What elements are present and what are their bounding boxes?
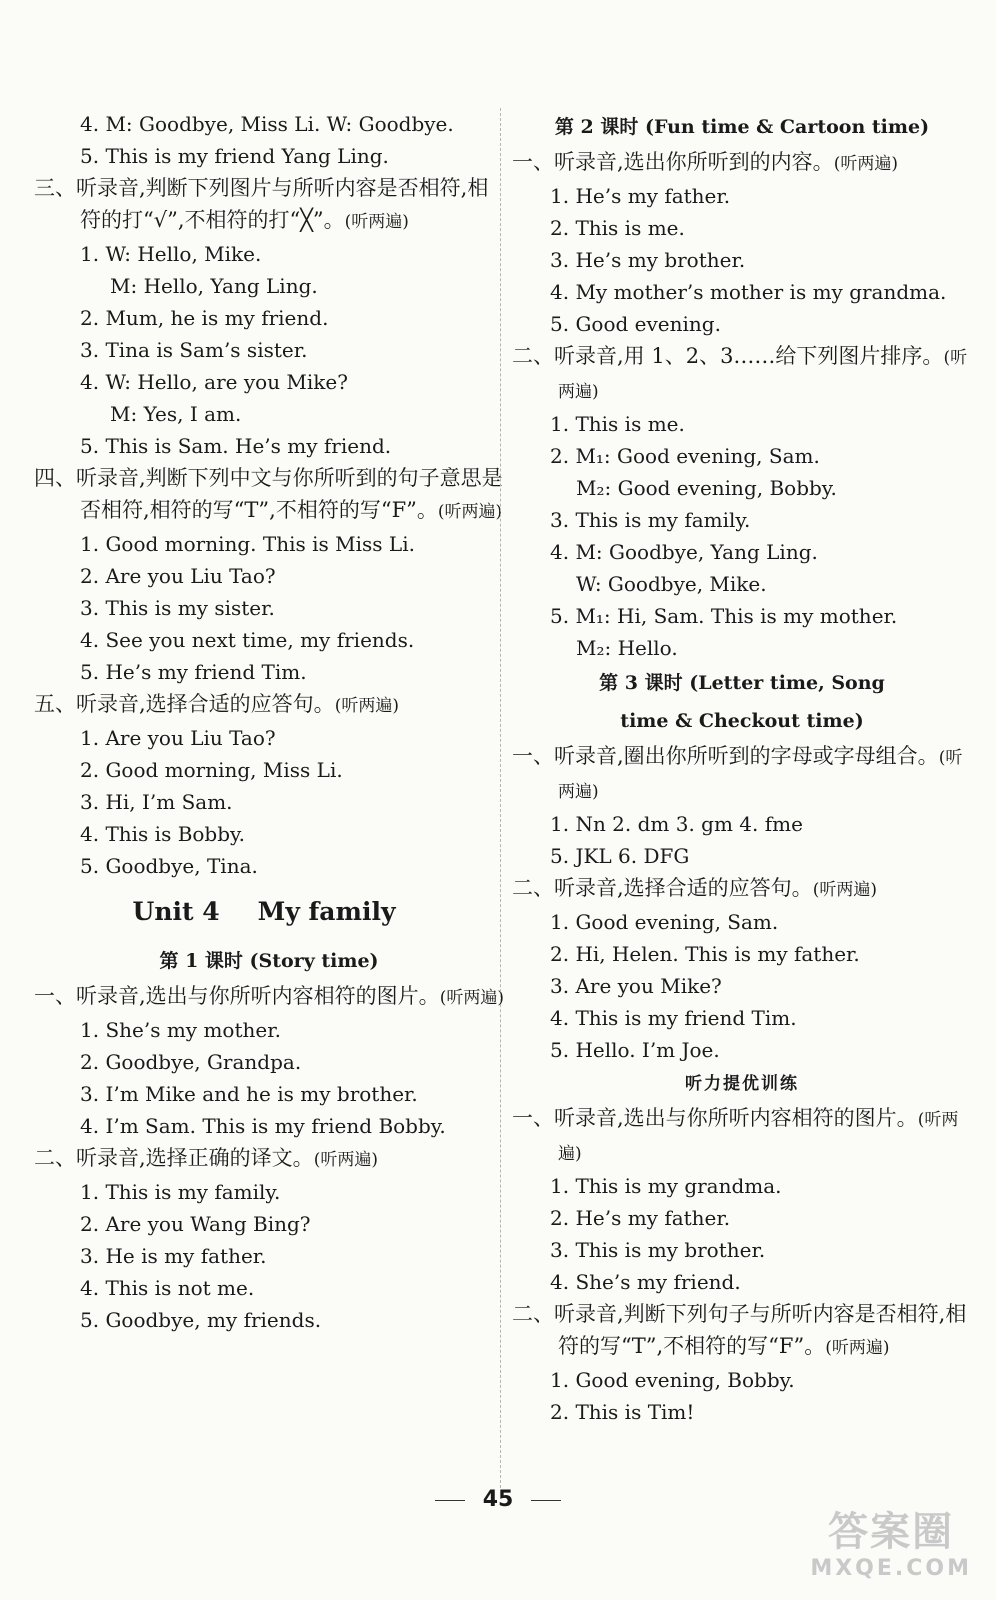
section-text: 四、听录音,判断下列中文与你所听到的句子意思是否相符,相符的写“T”,不相符的写“F”。: [34, 466, 503, 522]
section-heading: [512, 340, 972, 408]
list-item: 2. Goodbye, Grandpa.: [80, 1050, 302, 1074]
section-note: (听两遍): [812, 880, 877, 900]
section-note: (听两遍): [344, 212, 409, 232]
section-text: 三、听录音,判断下列图片与所听内容是否相符,相符的打“√”,不相符的打“╳”。: [34, 176, 489, 232]
lesson-heading: 第 3 课时 (Letter time, Song: [599, 672, 885, 694]
section-note: (听两遍): [334, 696, 399, 716]
list-item: 5. JKL 6. DFG: [550, 844, 690, 868]
list-item: 2. He’s my father.: [550, 1206, 731, 1230]
section-note: (听两遍): [437, 502, 503, 522]
list-item: 5. Goodbye, my friends.: [80, 1308, 322, 1332]
section-heading: [34, 1142, 504, 1176]
list-item-continuation: M₂: Good evening, Bobby.: [576, 476, 837, 500]
list-item-continuation: M: Hello, Yang Ling.: [110, 274, 318, 298]
list-item: 2. This is me.: [550, 216, 685, 240]
column-divider: [500, 108, 502, 1488]
list-item: 5. Good evening.: [550, 312, 721, 336]
section-instruction: [512, 740, 972, 808]
list-item: 1. This is me.: [550, 412, 685, 436]
list-item: 3. Hi, I’m Sam.: [80, 790, 233, 814]
section-text: 二、听录音,用 1、2、3……给下列图片排序。: [512, 344, 944, 368]
section-text: 一、听录音,选出与你所听内容相符的图片。: [34, 984, 440, 1008]
list-item: 1. Good evening, Sam.: [550, 910, 779, 934]
section-instruction: [512, 340, 972, 408]
list-item: 2. M₁: Good evening, Sam.: [550, 444, 820, 468]
section-heading: [34, 462, 504, 528]
watermark-small: MXQE.COM: [810, 1556, 972, 1581]
page-number-text: 45: [482, 1487, 514, 1512]
list-item: 1. She’s my mother.: [80, 1018, 281, 1042]
left-column: [34, 108, 504, 1336]
list-item: 2. This is Tim!: [550, 1400, 695, 1424]
section-instruction: [512, 1298, 972, 1364]
section-heading: [512, 872, 972, 906]
unit-title: [34, 882, 504, 942]
section-heading: [512, 1298, 972, 1364]
right-column: [512, 108, 972, 1428]
section-instruction: [34, 980, 504, 1014]
list-item: 4. She’s my friend.: [550, 1270, 741, 1294]
list-item: 4. See you next time, my friends.: [80, 628, 415, 652]
section-note: (听两遍): [558, 348, 968, 402]
list-item-continuation: W: Goodbye, Mike.: [576, 572, 767, 596]
list-item: 4. This is my friend Tim.: [550, 1006, 797, 1030]
list-item: 4. This is Bobby.: [80, 822, 246, 846]
list-item: 4. I’m Sam. This is my friend Bobby.: [80, 1114, 446, 1138]
list-item-continuation: M₂: Hello.: [576, 636, 678, 660]
list-item: 5. This is my friend Yang Ling.: [80, 144, 389, 168]
section-note: (听两遍): [439, 988, 504, 1008]
watermark-big: 答案圈: [828, 1509, 955, 1555]
list-item: 1. He’s my father.: [550, 184, 731, 208]
section-note: (听两遍): [825, 1338, 890, 1358]
section-instruction: [34, 462, 504, 528]
list-item: 2. Are you Wang Bing?: [80, 1212, 311, 1236]
list-item: 2. Hi, Helen. This is my father.: [550, 942, 860, 966]
list-item: 3. I’m Mike and he is my brother.: [80, 1082, 418, 1106]
list-item: 1. Good evening, Bobby.: [550, 1368, 795, 1392]
unit-name: My family: [257, 897, 396, 926]
list-item: 3. He is my father.: [80, 1244, 267, 1268]
section-instruction: [34, 1142, 504, 1176]
list-item: 3. Tina is Sam’s sister.: [80, 338, 308, 362]
lesson-heading: 第 1 课时 (Story time): [159, 950, 379, 972]
section-text: 一、听录音,选出你所听到的内容。: [512, 150, 834, 174]
list-item: 5. This is Sam. He’s my friend.: [80, 434, 392, 458]
list-item: 1. Good morning. This is Miss Li.: [80, 532, 415, 556]
section-text: 一、听录音,选出与你所听内容相符的图片。: [512, 1106, 918, 1130]
list-item-continuation: M: Yes, I am.: [110, 402, 242, 426]
list-item: 3. This is my sister.: [80, 596, 275, 620]
watermark-logo: [810, 1508, 972, 1582]
list-item: 5. He’s my friend Tim.: [80, 660, 307, 684]
list-item: 4. M: Goodbye, Yang Ling.: [550, 540, 818, 564]
lesson-heading: 第 2 课时 (Fun time & Cartoon time): [554, 116, 930, 138]
section-heading: [512, 740, 972, 808]
list-item: 4. M: Goodbye, Miss Li. W: Goodbye.: [80, 112, 454, 136]
section-instruction: [34, 172, 504, 238]
lesson-heading: time & Checkout time): [620, 710, 864, 732]
section-instruction: [512, 1102, 972, 1170]
list-item: 3. This is my brother.: [550, 1238, 766, 1262]
list-item: 2. Good morning, Miss Li.: [80, 758, 343, 782]
section-heading: [34, 172, 504, 238]
list-item: 5. M₁: Hi, Sam. This is my mother.: [550, 604, 898, 628]
list-item: 4. This is not me.: [80, 1276, 255, 1300]
list-item: 2. Mum, he is my friend.: [80, 306, 329, 330]
section-note: (听两遍): [833, 154, 898, 174]
list-item: 1. W: Hello, Mike.: [80, 242, 262, 266]
section-note: (听两遍): [558, 1110, 959, 1164]
section-instruction: [512, 872, 972, 906]
list-item: 1. This is my grandma.: [550, 1174, 782, 1198]
list-item: 1. Nn 2. dm 3. gm 4. fme: [550, 812, 803, 836]
list-item: 2. Are you Liu Tao?: [80, 564, 276, 588]
list-item: 3. He’s my brother.: [550, 248, 746, 272]
list-item: 4. My mother’s mother is my grandma.: [550, 280, 947, 304]
section-text: 二、听录音,判断下列句子与所听内容是否相符,相符的写“T”,不相符的写“F”。: [512, 1302, 967, 1358]
section-text: 二、听录音,选择正确的译文。: [34, 1146, 314, 1170]
list-item: 1. Are you Liu Tao?: [80, 726, 276, 750]
section-text: 二、听录音,选择合适的应答句。: [512, 876, 813, 900]
section-heading: [512, 146, 972, 180]
section-heading: [34, 688, 504, 722]
dash-left: [435, 1500, 465, 1501]
list-item: 3. This is my family.: [550, 508, 751, 532]
list-item: 5. Goodbye, Tina.: [80, 854, 258, 878]
section-note: (听两遍): [558, 748, 963, 802]
drill-heading: 听力提优训练: [685, 1074, 799, 1094]
dash-right: [531, 1500, 561, 1501]
list-item: 1. This is my family.: [80, 1180, 281, 1204]
list-item: 4. W: Hello, are you Mike?: [80, 370, 348, 394]
section-heading: [34, 980, 504, 1014]
section-text: 一、听录音,圈出你所听到的字母或字母组合。: [512, 744, 939, 768]
section-instruction: [512, 146, 972, 180]
list-item: 3. Are you Mike?: [550, 974, 722, 998]
section-heading: [512, 1102, 972, 1170]
unit-number: Unit 4: [132, 897, 220, 926]
section-instruction: [34, 688, 504, 722]
list-item: 5. Hello. I’m Joe.: [550, 1038, 720, 1062]
section-text: 五、听录音,选择合适的应答句。: [34, 692, 335, 716]
section-note: (听两遍): [313, 1150, 378, 1170]
